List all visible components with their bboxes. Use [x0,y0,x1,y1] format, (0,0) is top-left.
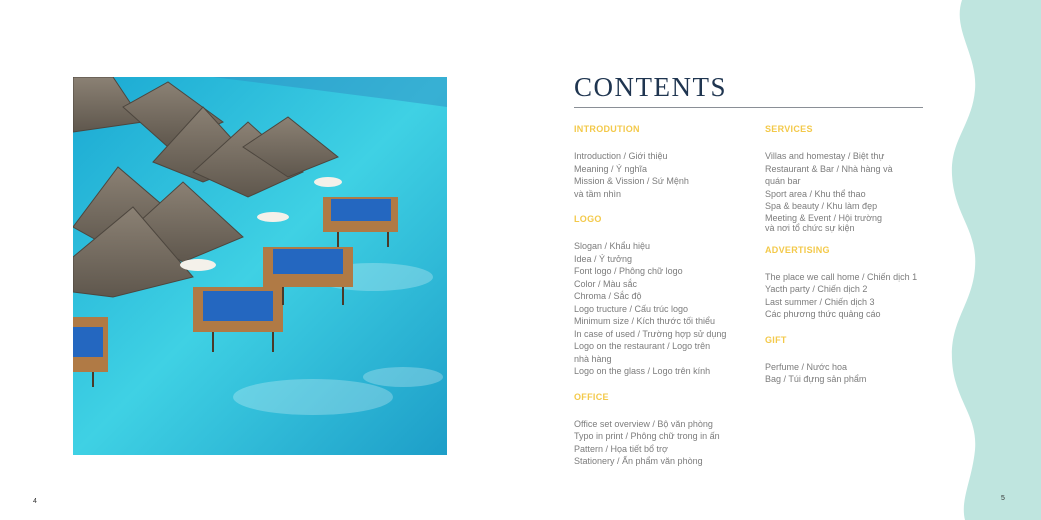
section-office [574,392,754,468]
toc-item: Office set overview / Bộ văn phòng [574,418,713,429]
resort-photo [73,77,447,455]
toc-item: Stationery / Ấn phẩm văn phòng [574,456,703,466]
toc-item: Font logo / Phông chữ logo [574,266,683,276]
section-heading: OFFICE [574,391,609,402]
section-logo [574,214,754,378]
toc-item: Logo on the glass / Logo trên kính [574,366,711,376]
section-services [765,124,945,233]
page-title: CONTENTS [574,72,727,102]
section-gift [765,335,945,386]
toc-item: Introduction / Giới thiệu [574,151,668,161]
toc-item: Các phương thức quảng cáo [765,309,881,319]
toc-item: và nơi tổ chức sự kiện [765,222,855,233]
toc-item: và tầm nhìn [574,188,622,199]
toc-item: Perfume / Nước hoa [765,361,847,372]
toc-item: In case of used / Trường hợp sử dụng [574,328,727,339]
toc-item: Last summer / Chiến dịch 3 [765,296,875,307]
toc-item: Restaurant & Bar / Nhà hàng và [765,163,893,174]
toc-item: Villas and homestay / Biệt thự [765,151,885,161]
page-number-left: 4 [33,498,37,505]
toc-item: Slogan / Khẩu hiệu [574,241,651,251]
toc-item: Idea / Ý tưởng [574,253,632,264]
toc-item: quán bar [765,176,801,186]
toc-item: Meeting & Event / Hội trường [765,212,882,223]
toc-item: Pattern / Họa tiết bổ trợ [574,443,668,454]
section-heading: LOGO [574,214,602,224]
toc-item: Color / Màu sắc [574,278,638,289]
page-number-right: 5 [1001,495,1005,502]
toc-item: Bag / Túi đựng sản phẩm [765,374,867,384]
section-heading: INTRODUTION [574,124,640,134]
section-advertising [765,245,945,321]
section-heading: GIFT [765,334,787,345]
section-introduction [574,124,754,200]
contents-right-column [765,124,945,386]
toc-item: Logo on the restaurant / Logo trên [574,341,711,351]
contents-left-column [574,124,754,468]
section-heading: ADVERTISING [765,244,830,255]
toc-item: Mission & Vission / Sứ Mệnh [574,176,689,186]
section-heading: SERVICES [765,124,813,134]
toc-item: Typo in print / Phông chữ trong in ấn [574,431,720,441]
toc-item: Logo tructure / Cấu trúc logo [574,303,689,314]
toc-item: Minimum size / Kích thước tối thiểu [574,316,715,326]
toc-item: Sport area / Khu thể thao [765,188,866,199]
toc-item: The place we call home / Chiến dịch 1 [765,271,918,282]
title-divider [574,107,923,108]
toc-item: Chroma / Sắc độ [574,291,642,301]
toc-item: Yacth party / Chiến dịch 2 [765,284,868,294]
toc-item: Meaning / Ý nghĩa [574,163,648,174]
toc-item: nhà hàng [574,353,612,364]
toc-item: Spa & beauty / Khu làm đẹp [765,201,878,211]
